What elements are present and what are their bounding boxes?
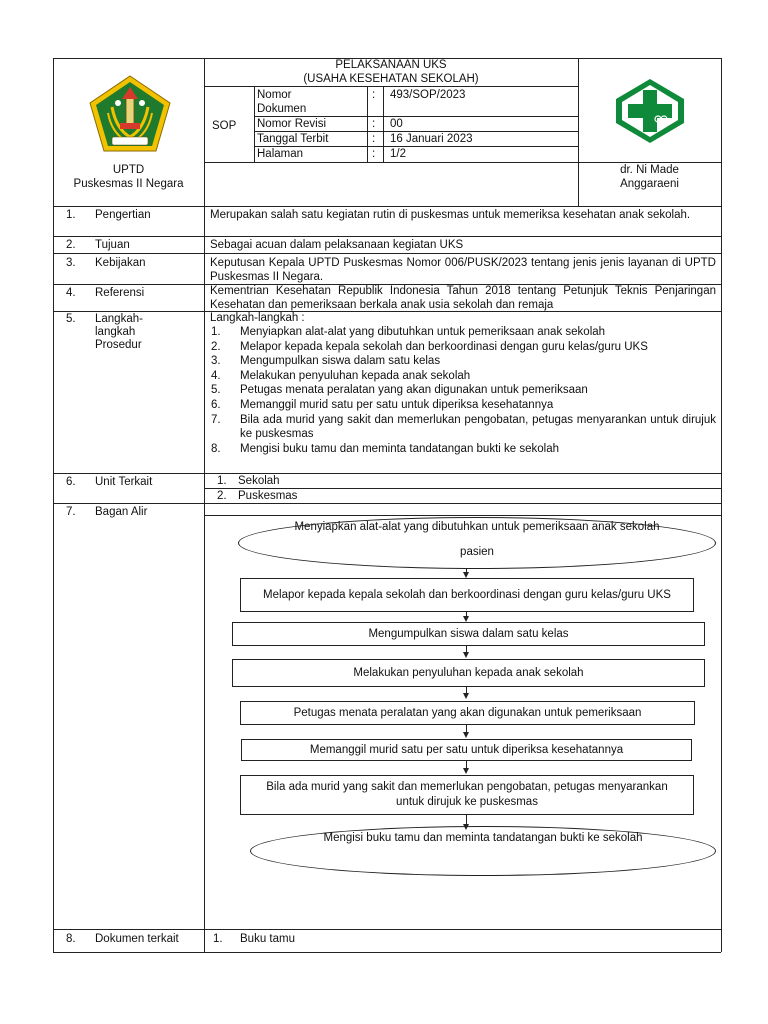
section-number: 2. [66,239,76,251]
header-value-divider [383,86,384,162]
procedure-intro: Langkah-langkah : [210,312,305,324]
section-label-langkah-line2: langkah [95,326,136,338]
procedure-step [211,442,716,457]
unit-number: 2. [217,490,227,502]
table-border-bottom [53,952,721,953]
flowchart-start-text-line2: pasien [460,546,494,558]
section-number: 3. [66,257,76,269]
step-text: Mengisi buku tamu dan meminta tandatangan bukti ke sekolah [240,442,560,455]
body-column-divider [204,206,205,952]
header-sop-divider [254,86,255,162]
sop-label: SOP [212,120,237,132]
field-label-nomor-revisi: Nomor Revisi [257,118,327,130]
section-label-bagan-alir: Bagan Alir [95,506,148,518]
section-number: 7. [66,506,76,518]
procedure-step [211,325,716,340]
section-number: 5. [66,313,76,325]
procedure-step [211,398,716,413]
header-title-underline [204,86,578,87]
step-text: Memanggil murid satu per satu untuk diperiksa kesehatannya [240,398,554,411]
step-number: 4. [211,369,221,382]
section-number: 4. [66,287,76,299]
unit-text: Puskesmas [238,490,298,502]
header-colon-divider [367,86,368,162]
procedure-step [211,413,716,442]
step-text: Melapor kepada kepala sekolah dan berkoordinasi dengan guru kelas/guru UKS [240,340,648,353]
unit-text: Sekolah [238,475,280,487]
section-label-referensi: Referensi [95,287,145,299]
step-number: 7. [211,413,221,426]
section-label-langkah-line3: Prosedur [95,339,142,351]
section-text-kebijakan: Keputusan Kepala UPTD Puskesmas Nomor 006/PUSK/2023 tentang jenis jenis layanan di UPTD Puskesmas II Negara. [210,257,716,283]
uptd-caption-line2: Puskesmas II Negara [73,178,184,190]
field-value-halaman: 1/2 [390,148,406,160]
procedure-step [211,383,716,398]
section-label-unit-terkait: Unit Terkait [95,476,153,488]
field-value-tanggal-terbit: 16 Januari 2023 [390,133,473,145]
procedure-step [211,354,716,369]
flowchart-step-4: Petugas menata peralatan yang akan digunakan untuk pemeriksaan [240,701,695,725]
section-label-pengertian: Pengertian [95,209,151,221]
flowchart-step-2: Mengumpulkan siswa dalam satu kelas [232,622,705,646]
field-colon: : [372,148,376,160]
procedure-steps-list [211,325,716,456]
field-colon: : [372,89,376,101]
step-number: 1. [211,326,221,338]
section-text-pengertian: Merupakan salah satu kegiatan rutin di puskesmas untuk memeriksa kesehatan anak sekolah. [210,209,691,221]
section-label-kebijakan: Kebijakan [95,257,146,269]
row-line [53,253,721,254]
uptd-caption-line1: UPTD [112,164,145,176]
section-text-tujuan: Sebagai acuan dalam pelaksanaan kegiatan UKS [210,239,464,251]
puskesmas-logo [614,77,686,145]
flowchart-step-5: Memanggil murid satu per satu untuk diperiksa kesehatannya [241,739,692,761]
document-number: 1. [213,933,223,945]
step-text: Menyiapkan alat-alat yang dibutuhkan untuk pemeriksaan anak sekolah [240,326,606,338]
row-line [204,515,721,516]
step-number: 2. [211,340,221,353]
section-label-tujuan: Tujuan [95,239,130,251]
procedure-step [211,340,716,355]
step-number: 8. [211,442,221,455]
table-border-left [53,58,54,952]
section-label-langkah-line1: Langkah- [95,313,143,325]
section-label-dokumen-terkait: Dokumen terkait [95,933,179,945]
flowchart-step-6: Bila ada murid yang sakit dan memerlukan pengobatan, petugas menyarankan untuk dirujuk ke puskesmas [240,775,694,815]
procedure-step [211,369,716,384]
signatory-name-line2: Anggaraeni [620,178,679,190]
row-line [53,473,721,474]
field-label-halaman: Halaman [257,148,304,160]
field-label-tanggal-terbit: Tanggal Terbit [257,133,329,145]
step-number: 6. [211,398,221,411]
step-number: 3. [211,355,221,368]
flowchart-step-1: Melapor kepada kepala sekolah dan berkoordinasi dengan guru kelas/guru UKS [240,578,694,612]
field-value-nomor-revisi: 00 [390,118,403,130]
field-label-nomor-dokumen: Nomor Dokumen [257,89,307,115]
document-title-line1: PELAKSANAAN UKS [335,59,447,71]
flowchart-start-text-line1: Menyiapkan alat-alat yang dibutuhkan untuk pemeriksaan anak sekolah [294,521,660,533]
field-colon: : [372,133,376,145]
unit-number: 1. [217,475,227,487]
section-number: 1. [66,209,76,221]
step-text: Mengumpulkan siswa dalam satu kelas [240,355,441,368]
table-border-right [721,58,722,952]
section-number: 6. [66,476,76,488]
section-text-referensi: Kementrian Kesehatan Republik Indonesia Tahun 2018 tentang Petunjuk Teknis Penjaringan Kesehatan dan pemeriksaan berkala anak usia sekolah dan remaja [210,285,716,311]
section-number: 8. [66,933,76,945]
document-text: Buku tamu [240,933,295,945]
step-number: 5. [211,384,221,397]
flowchart-end-text: Mengisi buku tamu dan meminta tandatangan bukti ke sekolah [323,832,643,844]
field-colon: : [372,118,376,130]
row-line [53,503,721,504]
step-text: Melakukan penyuluhan kepada anak sekolah [240,369,471,382]
row-line [53,236,721,237]
field-value-nomor-dokumen: 493/SOP/2023 [390,89,466,101]
header-bottom-line [53,206,721,207]
flowchart-step-3: Melakukan penyuluhan kepada anak sekolah [232,659,705,687]
regency-crest-logo [86,73,174,155]
step-text: Bila ada murid yang sakit dan memerlukan pengobatan, petugas menyarankan untuk dirujuk ke puskesmas [240,413,716,441]
signatory-name-line1: dr. Ni Made [620,164,679,176]
document-title-line2: (USAHA KESEHATAN SEKOLAH) [303,73,479,85]
row-line [53,929,721,930]
step-text: Petugas menata peralatan yang akan digunakan untuk pemeriksaan [240,384,588,397]
